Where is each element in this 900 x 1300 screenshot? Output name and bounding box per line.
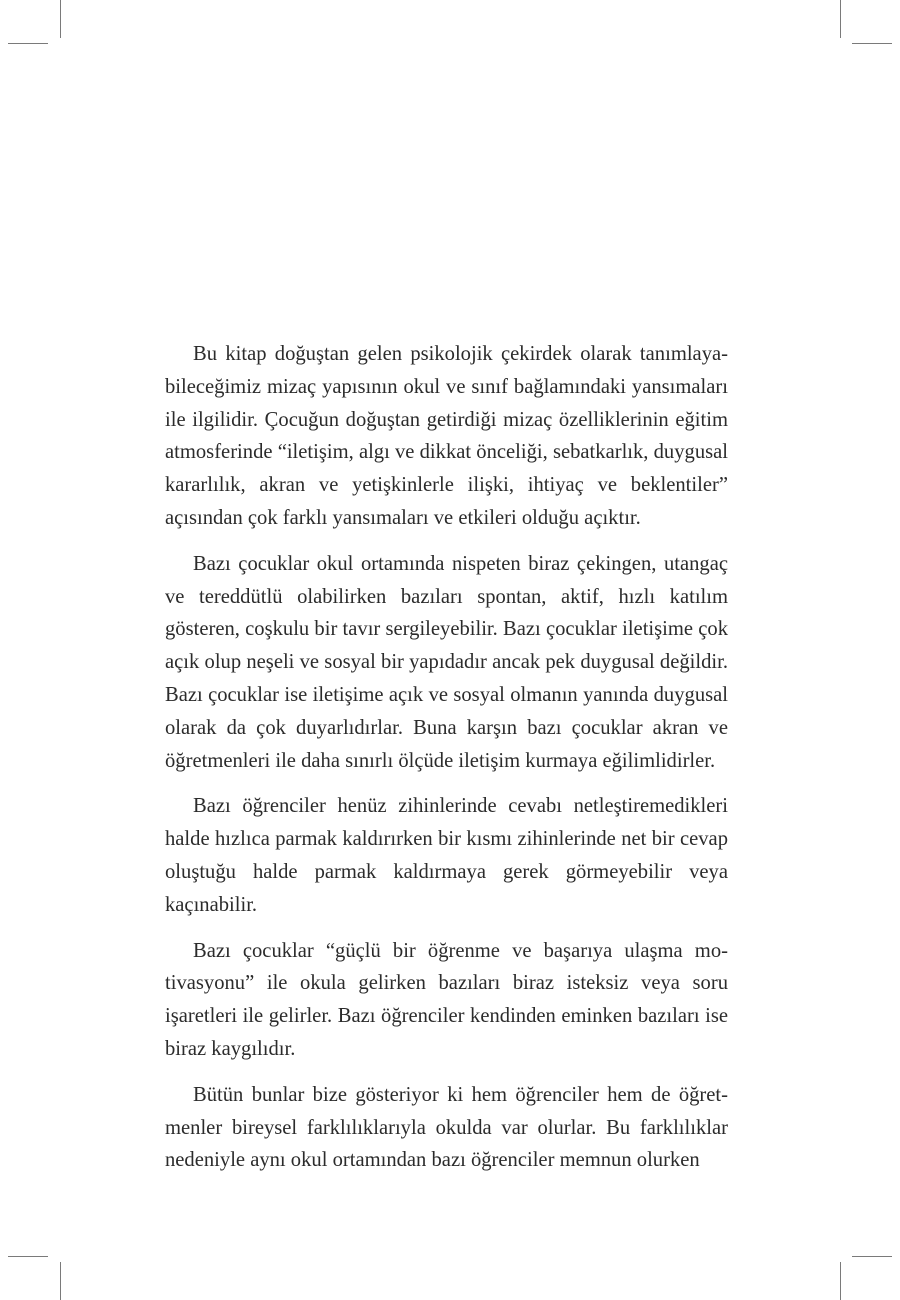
crop-mark-bottom-right-horizontal [852, 1256, 892, 1257]
body-text [165, 338, 728, 1190]
crop-mark-bottom-left-horizontal [8, 1256, 48, 1257]
paragraph-1: Bu kitap doğuştan gelen psikolojik çekirdek olarak tanımlayabileceğimiz mizaç yapısının okul ve sınıf bağlamındaki yansımaları ile ilgilidir. Çocuğun doğuştan getirdiği mizaç özelliklerinin eğitim atmosferinde “iletişim, algı ve dikkat önceliği, sebatkarlık, duygusal kararlılık, akran ve yetişkinlerle ilişki, ihtiyaç ve beklentiler” açısından çok farklı yansımaları ve etkileri olduğu açıktır. [165, 343, 728, 529]
crop-mark-top-right-vertical [840, 0, 841, 38]
crop-mark-top-right-horizontal [852, 43, 892, 44]
paragraph-3: Bazı öğrenciler henüz zihinlerinde cevabı netleştiremedikleri halde hızlıca parmak kaldırırken bir kısmı zihinlerinde net bir cevap oluştuğu halde parmak kaldırmaya gerek görmeyebilir veya kaçınabilir. [165, 795, 728, 916]
crop-mark-bottom-right-vertical [840, 1262, 841, 1300]
paragraph-2: Bazı çocuklar okul ortamında nispeten biraz çekingen, utangaç ve tereddütlü olabilirken bazıları spontan, aktif, hızlı katılım gösteren, coşkulu bir tavır sergileyebilir. Bazı çocuklar iletişime çok açık olup neşeli ve sosyal bir yapıdadır ancak pek duygusal değildir. Bazı çocuklar ise iletişime açık ve sosyal olmanın yanında duygusal olarak da çok duyarlıdırlar. Buna karşın bazı çocuklar akran ve öğretmenleri ile daha sınırlı ölçüde iletişim kurmaya eğilimlidirler. [165, 552, 728, 772]
paragraph-4: Bazı çocuklar “güçlü bir öğrenme ve başarıya ulaşma motivasyonu” ile okula gelirken bazıları biraz isteksiz veya soru işaretleri ile gelirler. Bazı öğrenciler kendinden eminken bazıları ise biraz kaygılıdır. [165, 939, 728, 1060]
crop-mark-bottom-left-vertical [60, 1262, 61, 1300]
paragraph-5: Bütün bunlar bize gösteriyor ki hem öğrenciler hem de öğretmenler bireysel farklılıklarıyla okulda var olurlar. Bu farklılıklar nedeniyle aynı okul ortamından bazı öğrenciler memnun olurken [165, 1083, 728, 1172]
crop-mark-top-left-horizontal [8, 43, 48, 44]
crop-mark-top-left-vertical [60, 0, 61, 38]
